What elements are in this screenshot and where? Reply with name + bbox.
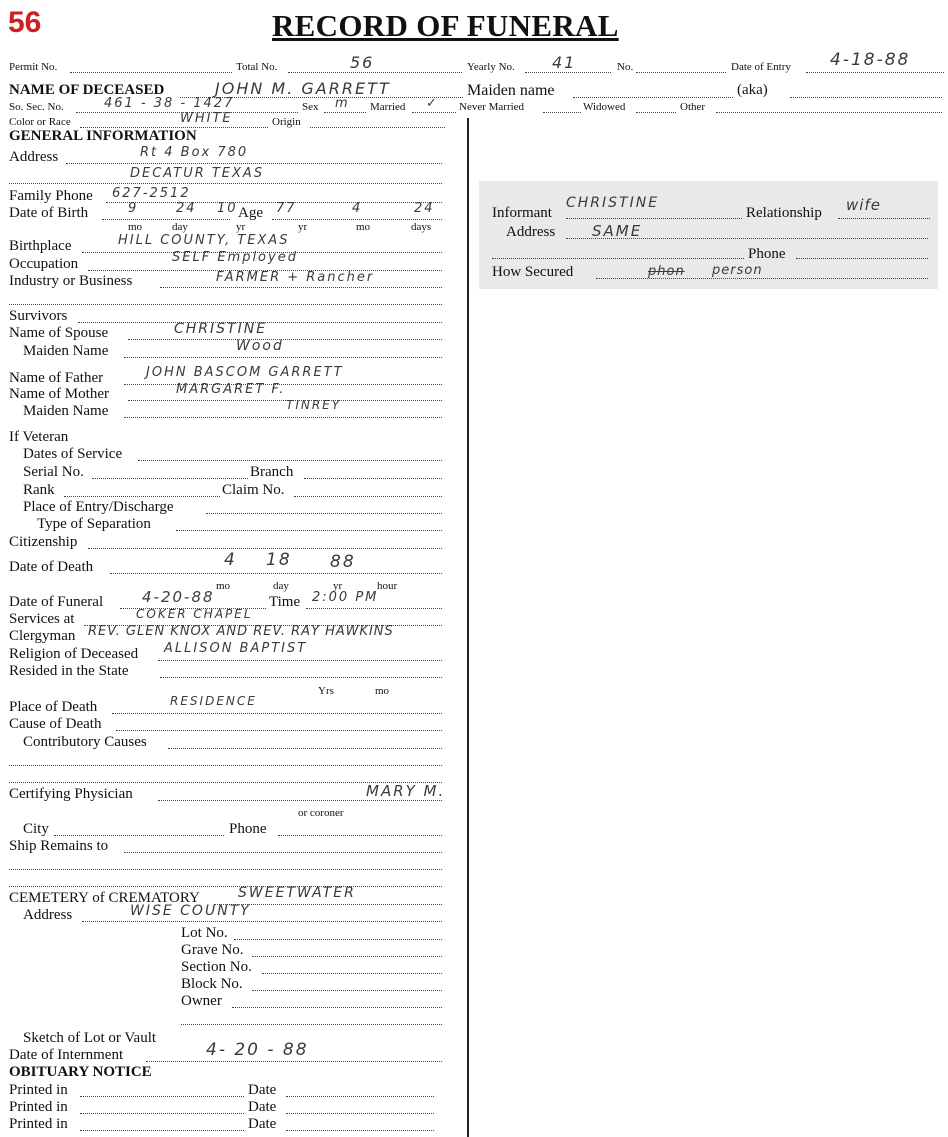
dob-year: 10 bbox=[217, 201, 238, 216]
column-divider bbox=[467, 118, 469, 1137]
obituary-date-label: Date bbox=[248, 1082, 277, 1098]
sex-label: Sex bbox=[302, 101, 319, 113]
internment-date-value: 4- 20 - 88 bbox=[206, 1040, 309, 1060]
family-phone-label: Family Phone bbox=[9, 188, 93, 204]
dates-of-service-label: Dates of Service bbox=[23, 446, 123, 462]
claim-no-label: Claim No. bbox=[222, 482, 285, 498]
yearly-label: Yearly No. bbox=[467, 61, 515, 73]
place-entry-discharge-label: Place of Entry/Discharge bbox=[23, 499, 174, 515]
certifying-physician-value: MARY M. bbox=[366, 782, 446, 800]
spouse-value: CHRISTINE bbox=[174, 321, 268, 337]
mother-label: Name of Mother bbox=[9, 386, 109, 402]
how-secured-value: person bbox=[712, 263, 763, 278]
date-of-internment-label: Date of Internment bbox=[9, 1047, 124, 1063]
obituary-date-label: Date bbox=[248, 1099, 277, 1115]
death-unit-hour: hour bbox=[377, 580, 398, 592]
total-value: 56 bbox=[350, 53, 375, 72]
industry-value: FARMER + Rancher bbox=[216, 270, 375, 285]
owner-label: Owner bbox=[181, 993, 222, 1009]
branch-label: Branch bbox=[250, 464, 294, 480]
death-unit-yr: yr bbox=[333, 580, 343, 592]
city-label: City bbox=[23, 821, 49, 837]
informant-address-label: Address bbox=[506, 224, 556, 240]
mother-maiden-label: Maiden Name bbox=[23, 403, 109, 419]
death-unit-day: day bbox=[273, 580, 289, 592]
age-days: 24 bbox=[414, 201, 435, 216]
dob-unit-mo: mo bbox=[128, 221, 143, 233]
spouse-maiden-label: Maiden Name bbox=[23, 343, 109, 359]
block-no-label: Block No. bbox=[181, 976, 243, 992]
printed-in-label: Printed in bbox=[9, 1099, 68, 1115]
death-year: 88 bbox=[330, 552, 356, 572]
name-of-deceased-label: NAME OF DECEASED bbox=[9, 82, 165, 98]
relationship-value: wife bbox=[846, 196, 881, 214]
relationship-label: Relationship bbox=[746, 205, 822, 221]
no-label: No. bbox=[617, 61, 634, 73]
total-label: Total No. bbox=[236, 61, 278, 73]
dob-unit-yr: yr bbox=[236, 221, 246, 233]
mother-maiden-value: TINREY bbox=[286, 398, 342, 412]
place-of-death-value: RESIDENCE bbox=[170, 694, 257, 708]
ssn-label: So. Sec. No. bbox=[9, 101, 64, 113]
sketch-label: Sketch of Lot or Vault bbox=[23, 1030, 157, 1046]
or-coroner-label: or coroner bbox=[298, 807, 344, 819]
age-unit-yr: yr bbox=[298, 221, 308, 233]
type-of-separation-label: Type of Separation bbox=[37, 516, 151, 532]
age-years: 77 bbox=[276, 201, 297, 216]
funeral-time-value: 2:00 PM bbox=[312, 590, 379, 605]
resided-unit-mo: mo bbox=[375, 685, 390, 697]
funeral-date-value: 4-20-88 bbox=[142, 588, 215, 606]
color-race-label: Color or Race bbox=[9, 116, 71, 128]
section-no-label: Section No. bbox=[181, 959, 252, 975]
age-unit-mo: mo bbox=[356, 221, 371, 233]
religion-value: ALLISON BAPTIST bbox=[164, 641, 308, 656]
lot-no-label: Lot No. bbox=[181, 925, 228, 941]
resided-in-state-label: Resided in the State bbox=[9, 663, 129, 679]
father-label: Name of Father bbox=[9, 370, 104, 386]
sex-value: m bbox=[335, 96, 350, 111]
date-of-funeral-label: Date of Funeral bbox=[9, 594, 104, 610]
obituary-heading: OBITUARY NOTICE bbox=[9, 1064, 152, 1080]
birthplace-value: HILL COUNTY, TEXAS bbox=[118, 233, 290, 248]
date-of-birth-label: Date of Birth bbox=[9, 205, 89, 221]
widowed-label: Widowed bbox=[583, 101, 626, 113]
birthplace-label: Birthplace bbox=[9, 238, 72, 254]
informant-phone-label: Phone bbox=[748, 246, 786, 262]
clergyman-value: REV. GLEN KNOX AND REV. RAY HAWKINS bbox=[88, 624, 394, 639]
religion-label: Religion of Deceased bbox=[9, 646, 139, 662]
date-entry-value: 4-18-88 bbox=[830, 50, 911, 70]
mother-value: MARGARET F. bbox=[176, 382, 286, 397]
phone-label: Phone bbox=[229, 821, 267, 837]
yearly-value: 41 bbox=[552, 53, 577, 72]
address-line2: DECATUR TEXAS bbox=[130, 166, 265, 181]
spouse-label: Name of Spouse bbox=[9, 325, 109, 341]
survivors-label: Survivors bbox=[9, 308, 68, 324]
color-race-value: WHITE bbox=[180, 111, 233, 126]
page-title: RECORD OF FUNERAL bbox=[272, 8, 619, 43]
grave-no-label: Grave No. bbox=[181, 942, 244, 958]
cause-of-death-label: Cause of Death bbox=[9, 716, 102, 732]
serial-no-label: Serial No. bbox=[23, 464, 84, 480]
page-number: 56 bbox=[8, 6, 42, 39]
contributory-causes-label: Contributory Causes bbox=[23, 734, 147, 750]
industry-label: Industry or Business bbox=[9, 273, 133, 289]
printed-in-label: Printed in bbox=[9, 1082, 68, 1098]
place-of-death-label: Place of Death bbox=[9, 699, 98, 715]
dob-day: 24 bbox=[176, 201, 197, 216]
informant-value: CHRISTINE bbox=[566, 195, 660, 211]
date-of-death-label: Date of Death bbox=[9, 559, 94, 575]
date-entry-label: Date of Entry bbox=[731, 61, 791, 73]
never-married-label: Never Married bbox=[459, 101, 525, 113]
spouse-maiden-value: Wood bbox=[236, 338, 284, 354]
death-month: 4 bbox=[224, 550, 237, 570]
dob-unit-day: day bbox=[172, 221, 188, 233]
cemetery-label: CEMETERY of CREMATORY bbox=[9, 890, 200, 906]
dob-month: 9 bbox=[128, 201, 139, 216]
father-value: JOHN BASCOM GARRETT bbox=[146, 365, 344, 380]
ship-remains-label: Ship Remains to bbox=[9, 838, 109, 854]
death-unit-mo: mo bbox=[216, 580, 231, 592]
printed-in-label: Printed in bbox=[9, 1116, 68, 1132]
citizenship-label: Citizenship bbox=[9, 534, 78, 550]
informant-address-value: SAME bbox=[592, 222, 643, 240]
other-label: Other bbox=[680, 101, 706, 113]
occupation-value: SELF Employed bbox=[172, 250, 298, 265]
deceased-name-value: JOHN M. GARRETT bbox=[215, 79, 391, 98]
ssn-value: 461 - 38 - 1427 bbox=[104, 96, 235, 111]
age-unit-days: days bbox=[411, 221, 432, 233]
permit-label: Permit No. bbox=[9, 61, 58, 73]
cemetery-value: SWEETWATER bbox=[238, 885, 356, 901]
occupation-label: Occupation bbox=[9, 256, 79, 272]
if-veteran-label: If Veteran bbox=[9, 429, 69, 445]
general-info-heading: GENERAL INFORMATION bbox=[9, 128, 197, 144]
death-day: 18 bbox=[266, 550, 292, 570]
resided-unit-yrs: Yrs bbox=[318, 685, 334, 697]
married-label: Married bbox=[370, 101, 406, 113]
rank-label: Rank bbox=[23, 482, 55, 498]
cemetery-address-label: Address bbox=[23, 907, 73, 923]
family-phone-value: 627-2512 bbox=[112, 186, 191, 201]
married-checkmark: ✓ bbox=[426, 96, 439, 111]
certifying-physician-label: Certifying Physician bbox=[9, 786, 133, 802]
clergyman-label: Clergyman bbox=[9, 628, 76, 644]
age-label: Age bbox=[238, 205, 263, 221]
age-months: 4 bbox=[352, 201, 363, 216]
address-line1: Rt 4 Box 780 bbox=[140, 145, 249, 160]
time-label: Time bbox=[269, 594, 301, 610]
aka-label: (aka) bbox=[737, 82, 768, 98]
services-at-value: COKER CHAPEL bbox=[136, 607, 253, 621]
obituary-date-label: Date bbox=[248, 1116, 277, 1132]
origin-label: Origin bbox=[272, 116, 301, 128]
cemetery-address-value: WISE COUNTY bbox=[130, 903, 251, 919]
how-secured-struck: phon bbox=[648, 264, 685, 279]
informant-label: Informant bbox=[492, 205, 552, 221]
maiden-name-label: Maiden name bbox=[467, 82, 555, 99]
address-label: Address bbox=[9, 149, 59, 165]
services-at-label: Services at bbox=[9, 611, 75, 627]
how-secured-label: How Secured bbox=[492, 264, 574, 280]
